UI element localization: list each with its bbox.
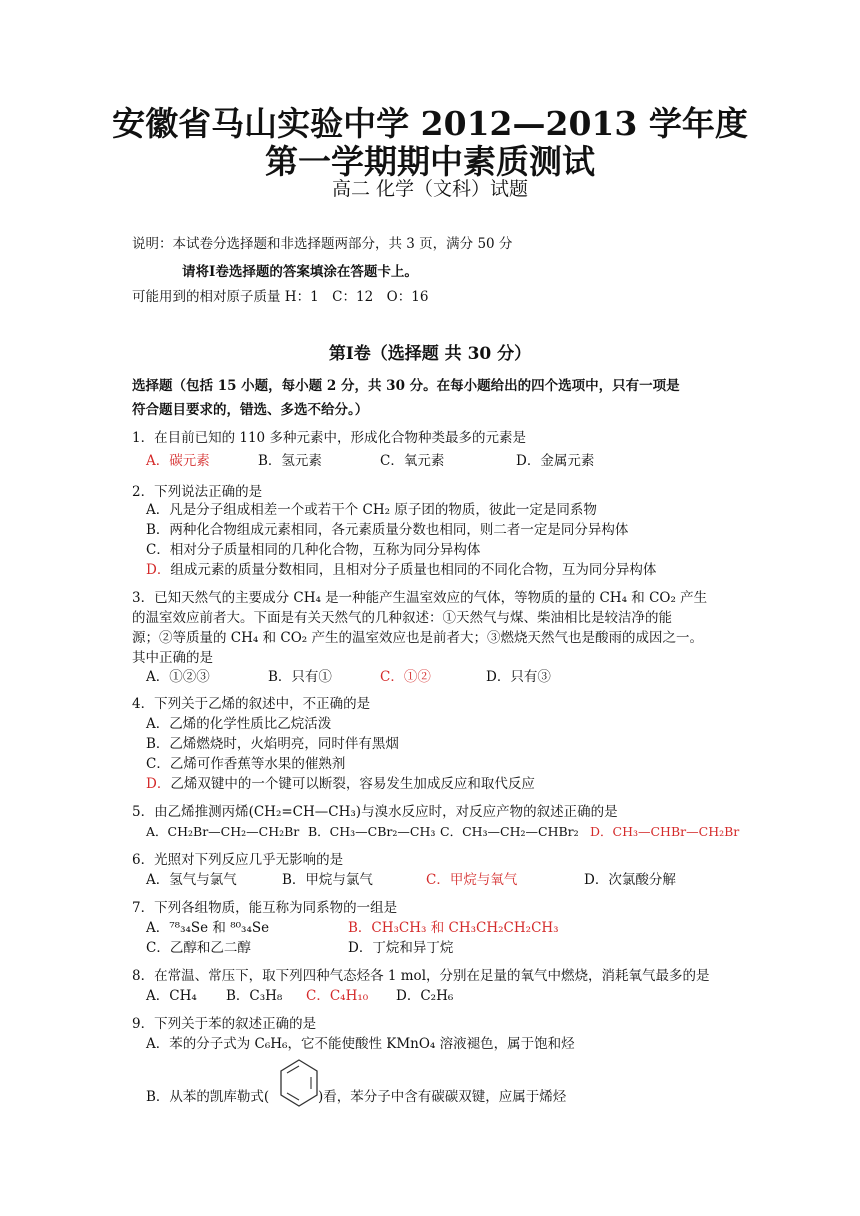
question-5-stem: 5．由乙烯推测丙烯(CH₂=CH—CH₃)与溴水反应时，对反应产物的叙述正确的是 <box>132 804 618 820</box>
section1-intro-line2: 符合题目要求的，错选、多选不给分。） <box>132 402 369 418</box>
question-1-option-b: B．氢元素 <box>258 453 322 469</box>
question-9-option-b-start: B．从苯的凯库勒式( <box>146 1089 270 1105</box>
answer-sheet-note: 请将Ⅰ卷选择题的答案填涂在答题卡上。 <box>182 264 418 280</box>
question-3-option-b: B．只有① <box>268 669 332 685</box>
exam-subtitle: 高二 化学（文科）试题 <box>331 178 529 200</box>
question-3-stem-line3: 源；②等质量的 CH₄ 和 CO₂ 产生的温室效应也是前者大；③燃烧天然气也是酸雨的成因之一。 <box>132 630 703 646</box>
question-2-option-d-marked: D．组成元素的质量分数相同，且相对分子质量也相同的不同化合物，互为同分异构体 <box>146 562 657 578</box>
question-5-option-a: A．CH₂Br—CH₂—CH₂Br <box>146 824 300 839</box>
question-4-option-c: C．乙烯可作香蕉等水果的催熟剂 <box>146 756 346 772</box>
instruction-note: 说明：本试卷分选择题和非选择题两部分，共 3 页，满分 50 分 <box>132 236 513 252</box>
question-7-option-c: C．乙醇和乙二醇 <box>146 940 251 956</box>
question-1-option-c: C．氧元素 <box>380 453 445 469</box>
question-1-option-a: A．碳元素 <box>146 453 210 469</box>
question-9-option-a: A．苯的分子式为 C₆H₆，它不能使酸性 KMnO₄ 溶液褪色，属于饱和烃 <box>146 1036 575 1052</box>
question-4-option-b: B．乙烯燃烧时，火焰明亮，同时伴有黑烟 <box>146 736 399 752</box>
question-6-option-a: A．氢气与氯气 <box>146 872 237 888</box>
question-8-option-a: A．CH₄ <box>146 988 197 1004</box>
question-2-option-c: C．相对分子质量相同的几种化合物，互称为同分异构体 <box>146 542 481 558</box>
question-8-option-b: B．C₃H₈ <box>226 988 283 1004</box>
question-6-option-d: D．次氯酸分解 <box>584 872 676 888</box>
question-8-stem: 8．在常温、常压下，取下列四种气态烃各 1 mol，分别在足量的氧气中燃烧，消耗氧气最多的是 <box>132 968 710 984</box>
question-1-stem: 1．在目前已知的 110 多种元素中，形成化合物种类最多的元素是 <box>132 430 526 446</box>
question-5-option-c: C．CH₃—CH₂—CHBr₂ <box>440 824 579 839</box>
question-5-option-b: B．CH₃—CBr₂—CH₃ <box>308 824 436 839</box>
question-8-option-c: C．C₄H₁₀ <box>306 988 369 1004</box>
question-4-option-d-marked: D．乙烯双键中的一个键可以断裂，容易发生加成反应和取代反应 <box>146 776 535 792</box>
answer-mark: D． <box>146 562 171 578</box>
question-2-stem: 2．下列说法正确的是 <box>132 484 263 500</box>
question-3-stem-line4: 其中正确的是 <box>132 650 213 666</box>
question-4-option-a: A．乙烯的化学性质比乙烷活泼 <box>146 716 332 732</box>
question-2-option-b: B．两种化合物组成元素相同，各元素质量分数也相同，则二者一定是同分异构体 <box>146 522 629 538</box>
section1-title: 第Ⅰ卷（选择题 共 30 分） <box>328 344 532 364</box>
question-3-option-c: C．①② <box>380 669 431 685</box>
answer-mark: D． <box>146 776 171 792</box>
question-1-option-d: D．金属元素 <box>516 453 595 469</box>
question-8-option-d: D．C₂H₆ <box>396 988 454 1004</box>
question-3-option-d: D．只有③ <box>486 669 551 685</box>
question-6-stem: 6．光照对下列反应几乎无影响的是 <box>132 852 344 868</box>
question-6-option-b: B．甲烷与氯气 <box>282 872 373 888</box>
question-4-stem: 4．下列关于乙烯的叙述中，不正确的是 <box>132 696 371 712</box>
question-7-stem: 7．下列各组物质，能互称为同系物的一组是 <box>132 900 398 916</box>
question-3-option-a: A．①②③ <box>146 669 210 685</box>
benzene-kekule-structure-icon <box>279 1058 319 1108</box>
question-7-option-b: B．CH₃CH₃ 和 CH₃CH₂CH₂CH₃ <box>348 920 559 936</box>
question-5-option-d: D．CH₃—CHBr—CH₂Br <box>590 824 740 839</box>
exam-title-line2: 第一学期期中素质测试 <box>265 142 595 181</box>
section1-intro-line1: 选择题（包括 15 小题，每小题 2 分，共 30 分。在每小题给出的四个选项中，只有一项是 <box>132 378 680 394</box>
question-6-option-c: C．甲烷与氧气 <box>426 872 518 888</box>
question-3-stem-line2: 的温室效应前者大。下面是有关天然气的几种叙述：①天然气与煤、柴油相比是较洁净的能 <box>132 610 672 626</box>
exam-title-line1: 安徽省马山实验中学 2012—2013 学年度 <box>112 104 748 143</box>
question-2-option-a: A．凡是分子组成相差一个或若干个 CH₂ 原子团的物质，彼此一定是同系物 <box>146 502 597 518</box>
question-7-option-a: A．⁷⁸₃₄Se 和 ⁸⁰₃₄Se <box>146 920 270 936</box>
question-3-stem-line1: 3．已知天然气的主要成分 CH₄ 是一种能产生温室效应的气体，等物质的量的 CH₄ 和 CO₂ 产生 <box>132 590 708 606</box>
question-9-stem: 9．下列关于苯的叙述正确的是 <box>132 1016 317 1032</box>
question-7-option-d: D．丁烷和异丁烷 <box>348 940 454 956</box>
question-9-option-b-end: )看，苯分子中含有碳碳双键，应属于烯烃 <box>318 1089 567 1105</box>
atomic-mass-note: 可能用到的相对原子质量 H：1 C：12 O：16 <box>132 289 429 305</box>
